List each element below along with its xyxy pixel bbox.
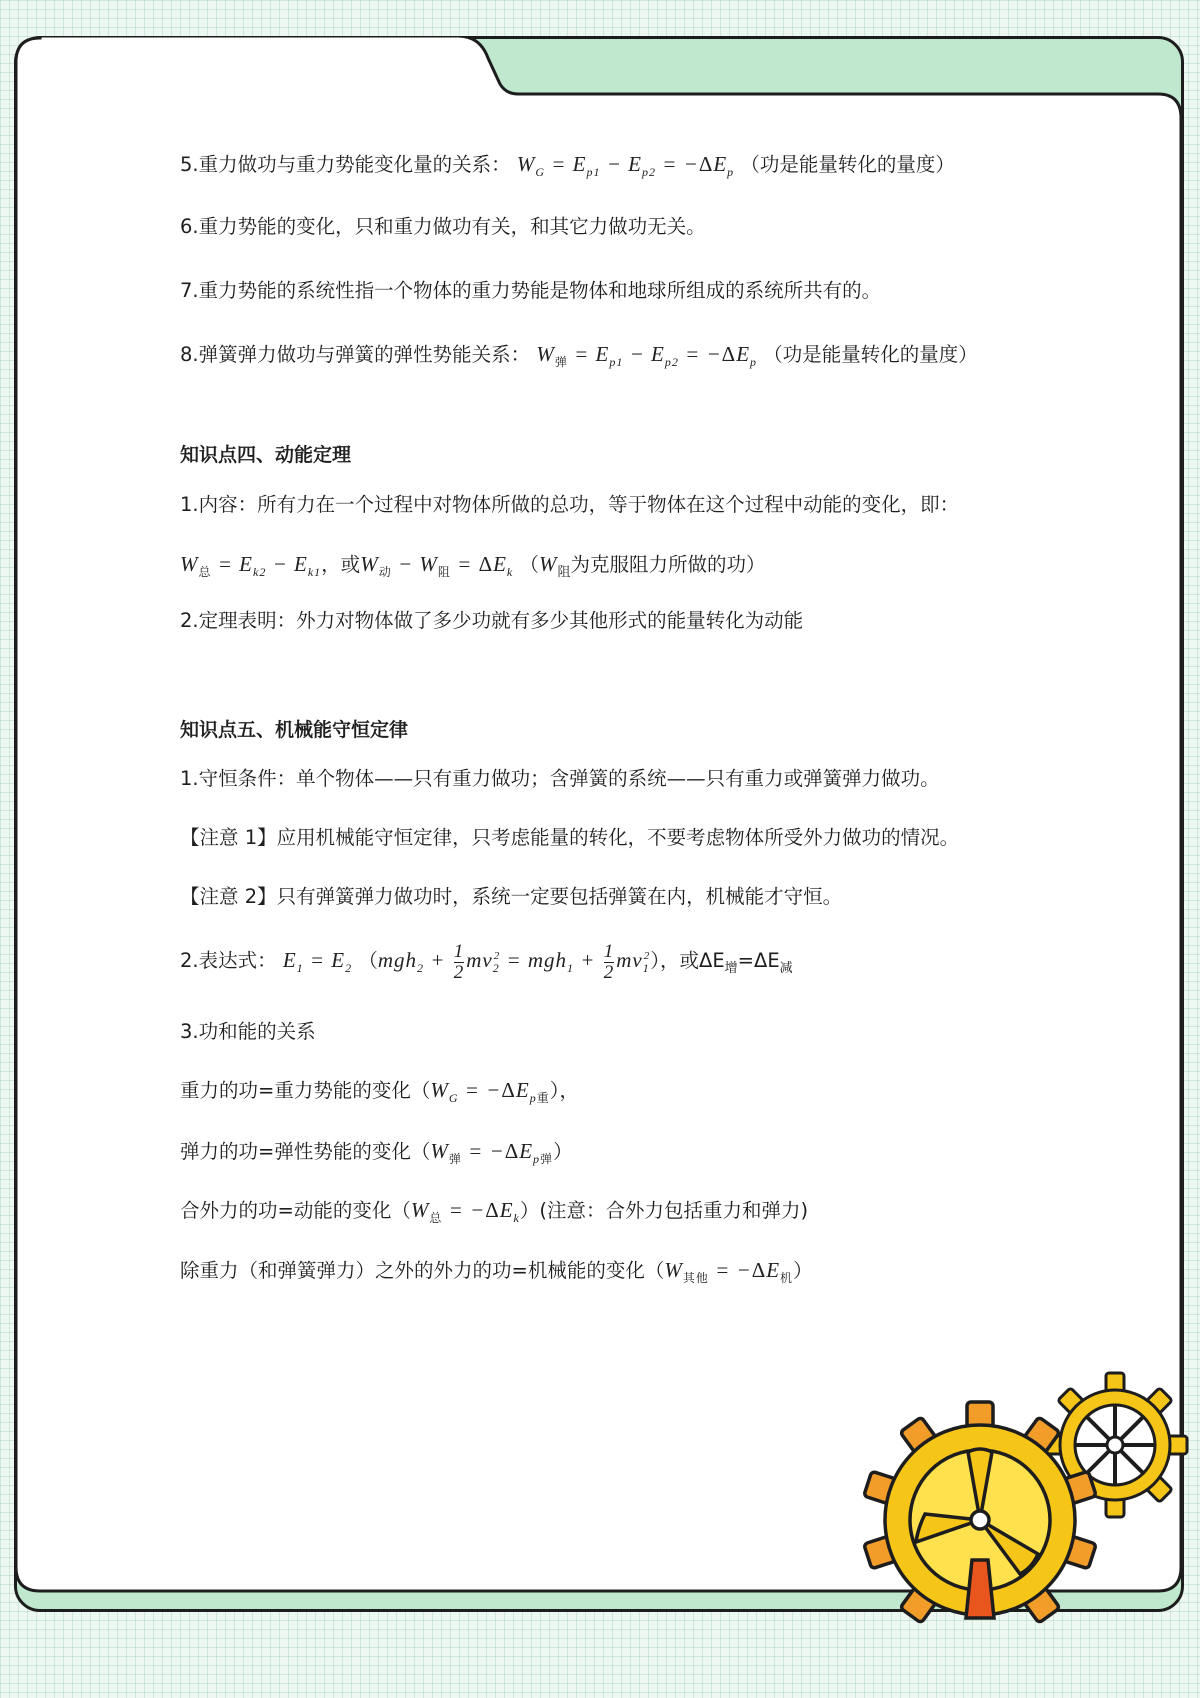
section-4-heading: 知识点四、动能定理 bbox=[180, 444, 352, 466]
note-1: 【注意 1】应用机械能守恒定律，只考虑能量的转化，不要考虑物体所受外力做功的情况。 bbox=[180, 826, 960, 849]
relation-other-forces: 除重力（和弹簧弹力）之外的外力的功=机械能的变化$(W_{其他} = -\Delta E_机)$ bbox=[180, 1258, 813, 1286]
section-5-heading: 知识点五、机械能守恒定律 bbox=[180, 719, 409, 741]
item-5 bbox=[180, 150, 955, 186]
note-2: 【注意 2】只有弹簧弹力做功时，系统一定要包括弹簧在内，机械能才守恒。 bbox=[180, 885, 843, 908]
item-8 bbox=[180, 340, 978, 376]
item-8-note: （功是能量转化的量度） bbox=[763, 343, 978, 366]
relation-elastic: 弹力的功=弹性势能的变化$(W_弹 = -\Delta E_{p弹})$ bbox=[180, 1139, 573, 1167]
item-8-text: 8.弹簧弹力做功与弹簧的弹性势能关系： bbox=[180, 343, 531, 366]
formula-energy-expanded: mgh$_2$ + $\frac{1}{2}$ $mv_2^2 = mgh_1$ + $\frac{1}{2}$ $mv_1^2$ bbox=[377, 940, 651, 983]
formula-w-total: $W_总 = E_{k2} - E_{k1}$ bbox=[180, 552, 322, 580]
formula-w-drive-resist: $W_动 - W_阻 = \Delta E_k$ bbox=[360, 552, 514, 580]
section-5-p1: 1.守恒条件：单个物体——只有重力做功；含弹簧的系统——只有重力或弹簧弹力做功。 bbox=[180, 767, 940, 790]
section-5-p3: 3.功和能的关系 bbox=[180, 1020, 316, 1043]
formula-e1-e2: $E_1 = E_2$ bbox=[282, 948, 353, 976]
item-7: 7.重力势能的系统性指一个物体的重力势能是物体和地球所组成的系统所共有的。 bbox=[180, 279, 882, 302]
section-4-p2: 2.定理表明：外力对物体做了多少功就有多少其他形式的能量转化为动能 bbox=[180, 609, 804, 632]
theorem-formula-line: $W_总 = E_{k2} - E_{k1}$，或$W_动 - W_阻 = \Delta E_k$ （$W_阻$为克服阻力所做的功） bbox=[180, 552, 766, 580]
relation-net-force: 合外力的功=动能的变化$(W_总 = -\Delta E_k)$(注意：合外力包括重力和弹力) bbox=[180, 1198, 809, 1226]
formula-w-spring: $W_弹 = E_{p1} - E_{p2} = -\Delta E_p$ bbox=[536, 342, 758, 370]
card-outline bbox=[14, 36, 1184, 1593]
item-5-note: （功是能量转化的量度） bbox=[740, 153, 955, 176]
section-4-p1: 1.内容：所有力在一个过程中对物体所做的总功，等于物体在这个过程中动能的变化，即： bbox=[180, 493, 960, 516]
paper-card bbox=[14, 36, 1184, 1593]
formula-wg: $W_G = E_{p1} - E_{p2} = -\Delta E_p$ bbox=[516, 152, 735, 180]
item-6: 6.重力势能的变化，只和重力做功有关，和其它力做功无关。 bbox=[180, 215, 706, 238]
item-5-text: 5.重力做功与重力势能变化量的关系： bbox=[180, 153, 511, 176]
expression-line: 2.表达式： $E_1 = E_2$ （mgh$_2$ + $\frac{1}{2}$ $mv_2^2 = mgh_1$ + $\frac{1}{2}$ $mv_1^2$），或$\Delta E_增=\Delta E_减$ bbox=[180, 940, 793, 983]
gear-large bbox=[860, 1400, 1100, 1698]
relation-gravity: 重力的功=重力势能的变化$(W_G = -\Delta E_{p重})$， bbox=[180, 1078, 579, 1106]
